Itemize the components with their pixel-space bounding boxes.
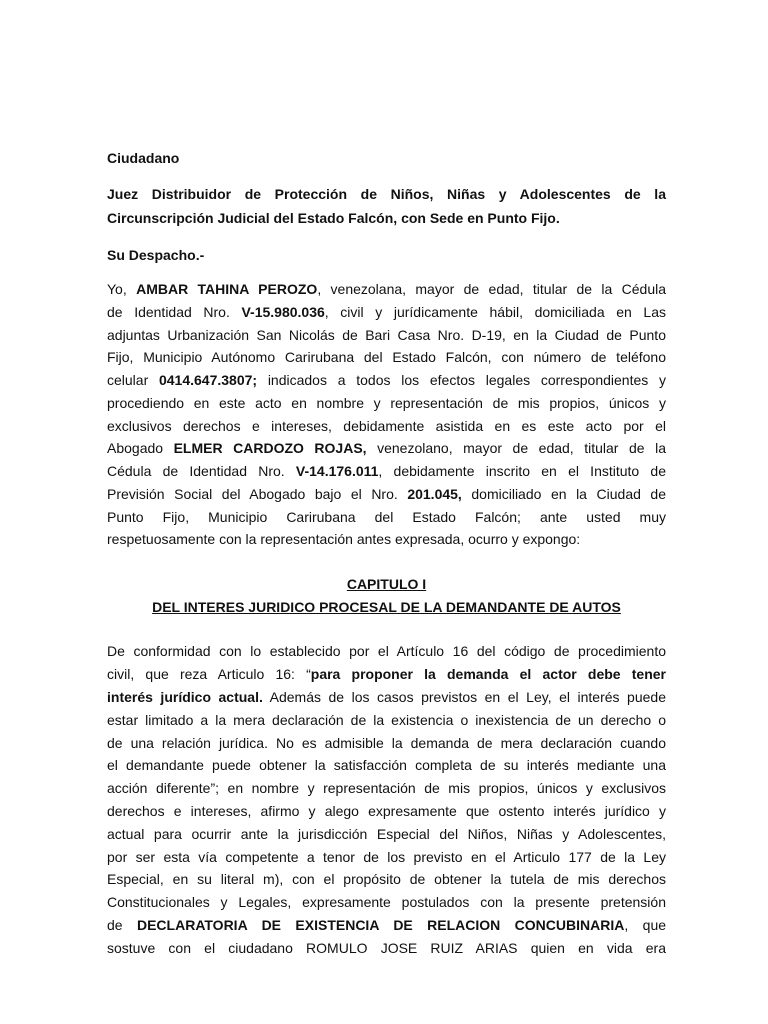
body-line-12: Constitucionales y Legales, expresamente postulados con la presente pretensión (107, 894, 666, 910)
body-line-13: de DECLARATORIA DE EXISTENCIA DE RELACION CONCUBINARIA, que (107, 917, 667, 933)
office-line: Su Despacho.- (107, 247, 205, 263)
body-line-10: por ser esta vía competente a tenor de los previsto en el Articulo 177 de la Ley (107, 849, 666, 865)
intro-line-8: Abogado ELMER CARDOZO ROJAS, venezolano, mayor de edad, titular de la (107, 440, 666, 456)
intro-line-1: Yo, AMBAR TAHINA PEROZO, venezolana, mayor de edad, titular de la Cédula (107, 281, 666, 297)
intro-line-7: exclusivos derechos e intereses, debidamente asistida en es este acto por el (107, 418, 666, 434)
body-line-4: estar limitado a la mera declaración de la existencia o inexistencia de un derecho o (107, 712, 666, 728)
body-line-11: Especial, en su literal m), con el propósito de obtener la tutela de mis derechos (107, 871, 666, 887)
claim-title: DECLARATORIA DE EXISTENCIA DE RELACION CONCUBINARIA (136, 917, 625, 933)
intro-line-3: adjuntas Urbanización San Nicolás de Bari Casa Nro. D-19, en la Ciudad de Punto (107, 327, 666, 343)
attorney-name: ELMER CARDOZO ROJAS, (173, 440, 367, 456)
intro-line-11: Punto Fijo, Municipio Carirubana del Estado Falcón; ante usted muy (107, 509, 666, 525)
chapter-title: CAPITULO I (346, 576, 427, 592)
body-line-7: acción diferente”; en nombre y representación de mis propios, únicos y exclusivos (107, 780, 666, 796)
body-line-14: sostuve con el ciudadano ROMULO JOSE RUIZ ARIAS quien en vida era (107, 940, 666, 956)
chapter-subtitle: DEL INTERES JURIDICO PROCESAL DE LA DEMANDANTE DE AUTOS (152, 599, 621, 615)
addressee-line-2: Circunscripción Judicial del Estado Falcón, con Sede en Punto Fijo. (107, 210, 560, 226)
body-line-9: actual para ocurrir ante la jurisdicción Especial del Niños, Niñas y Adolescentes, (107, 826, 666, 842)
attorney-id: V-14.176.011 (295, 463, 379, 479)
body-line-1: De conformidad con lo establecido por el Artículo 16 del código de procedimiento (107, 643, 666, 659)
body-line-3: interés jurídico actual. Además de los casos previstos en el Ley, el interés puede (107, 689, 666, 705)
phone-number: 0414.647.3807; (158, 372, 258, 388)
addressee-line-1: Juez Distribuidor de Protección de Niños, Niñas y Adolescentes de la (107, 186, 666, 202)
plaintiff-name: AMBAR TAHINA PEROZO (136, 281, 318, 297)
intro-line-12: respetuosamente con la representación antes expresada, ocurro y expongo: (107, 531, 581, 547)
salutation: Ciudadano (107, 150, 180, 166)
body-line-2: civil, que reza Articulo 16: “para proponer la demanda el actor debe tener (107, 666, 667, 682)
intro-line-2: de Identidad Nro. V-15.980.036, civil y jurídicamente hábil, domiciliada en Las (107, 304, 667, 320)
body-line-6: el demandante puede obtener la satisfacción completa de su interés mediante una (107, 757, 666, 773)
intro-line-6: procediendo en este acto en nombre y representación de mis propios, únicos y (107, 395, 666, 411)
intro-line-10: Previsión Social del Abogado bajo el Nro. 201.045, domiciliado en la Ciudad de (107, 486, 667, 502)
body-line-8: derechos e intereses, afirmo y alego expresamente que ostento interés jurídico y (107, 803, 666, 819)
plaintiff-id: V-15.980.036 (241, 304, 325, 320)
intro-line-5: celular 0414.647.3807; indicados a todos los efectos legales correspondientes y (107, 372, 666, 388)
quoted-article-bold: para proponer la demanda el actor debe tener (310, 666, 667, 682)
attorney-registry-number: 201.045, (407, 486, 462, 502)
intro-line-4: Fijo, Municipio Autónomo Carirubana del Estado Falcón, con número de teléfono (107, 349, 666, 365)
body-line-5: de una relación jurídica. No es admisible la demanda de mera declaración cuando (107, 735, 666, 751)
intro-line-9: Cédula de Identidad Nro. V-14.176.011, debidamente inscrito en el Instituto de (107, 463, 667, 479)
